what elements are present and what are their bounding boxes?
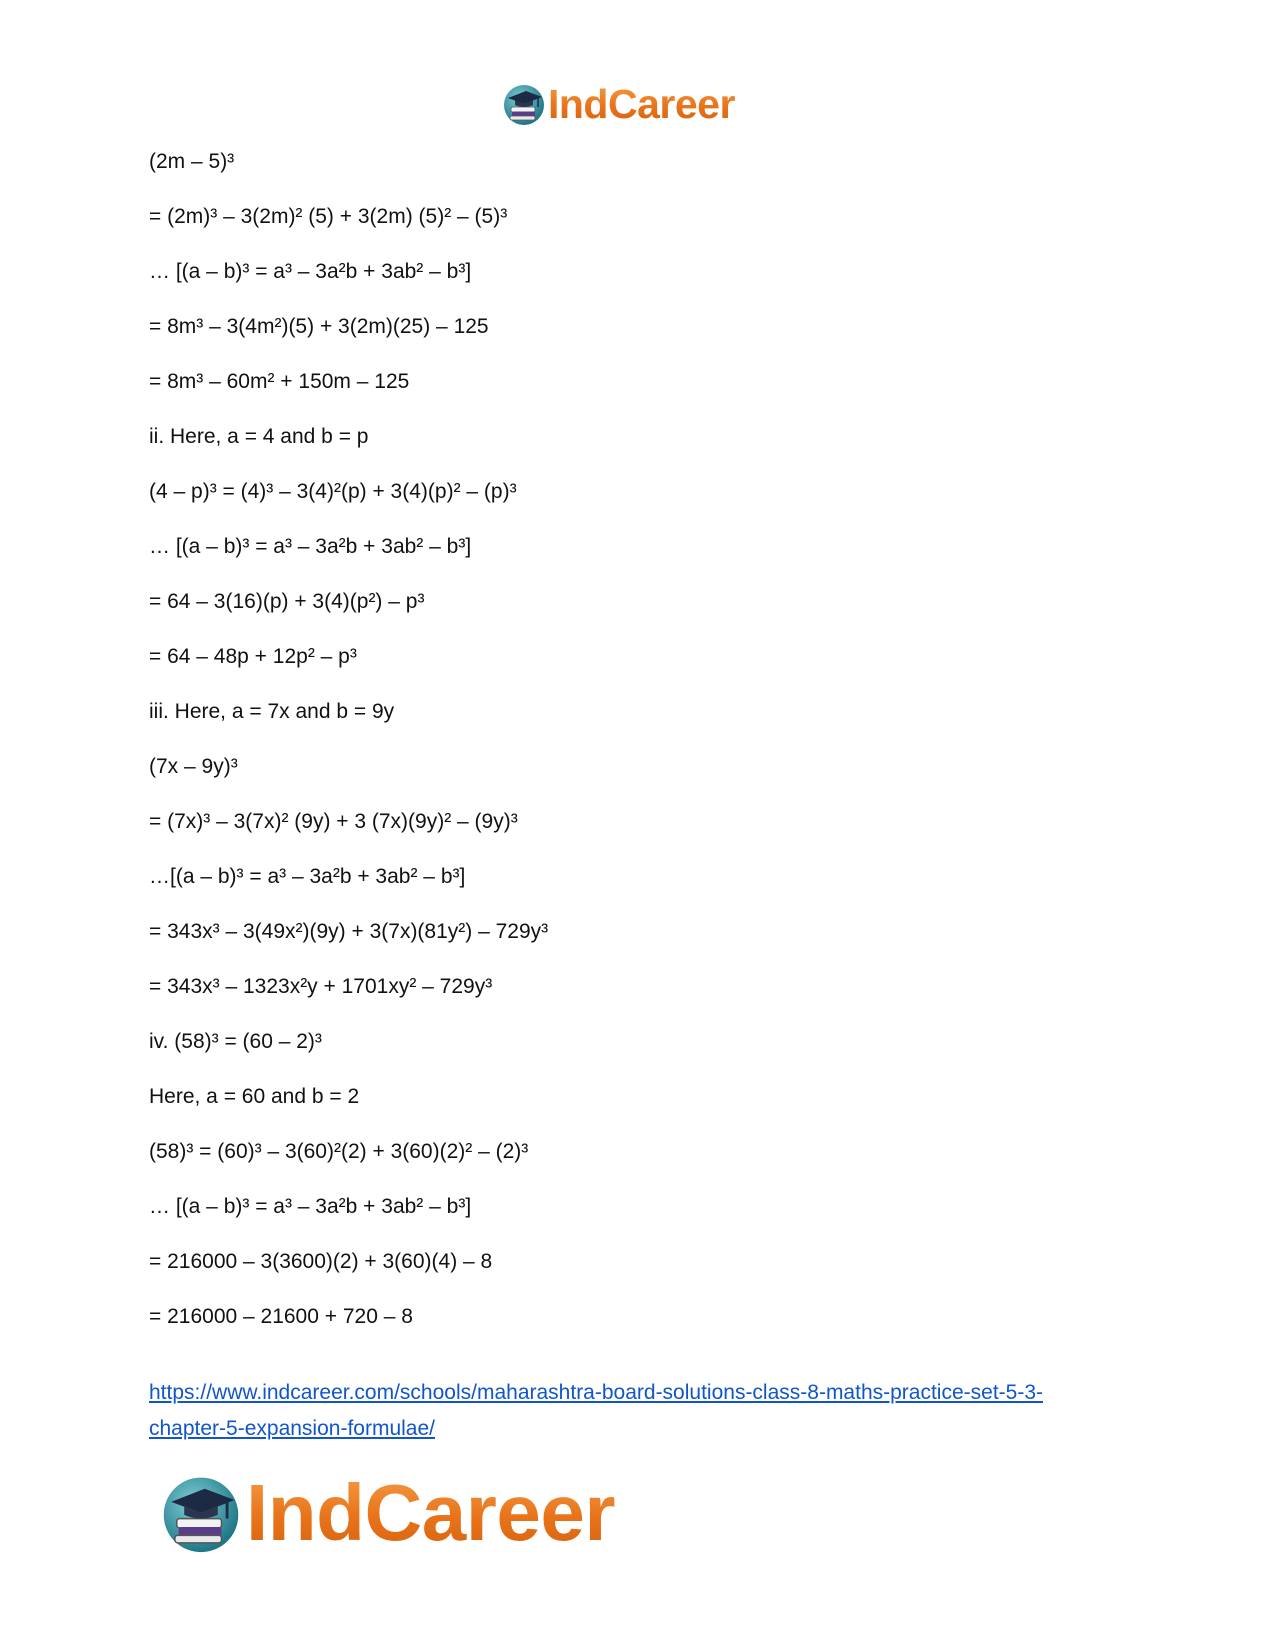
solution-line: = 64 – 48p + 12p² – p³ (149, 645, 357, 668)
brand-wordmark (246, 1467, 615, 1559)
solution-steps (149, 148, 1149, 1358)
source-url-line-1: https://www.indcareer.com/schools/maharashtra-board-solutions-class-8-maths-practice-set-5-3- (149, 1381, 1043, 1404)
brand-name: IndCareer (548, 80, 735, 127)
solution-line: = (7x)³ – 3(7x)² (9y) + 3 (7x)(9y)² – (9y)³ (149, 810, 518, 833)
solution-line: = 216000 – 21600 + 720 – 8 (149, 1305, 413, 1328)
footer-logo (160, 1468, 615, 1558)
graduation-cap-on-books-globe-icon (502, 82, 546, 126)
solution-line: = 216000 – 3(3600)(2) + 3(60)(4) – 8 (149, 1250, 493, 1273)
solution-line: = 64 – 3(16)(p) + 3(4)(p²) – p³ (149, 590, 425, 613)
source-url-link[interactable] (149, 1375, 1149, 1447)
solution-line: iii. Here, a = 7x and b = 9y (149, 700, 395, 723)
solution-line: …[(a – b)³ = a³ – 3a²b + 3ab² – b³] (149, 865, 466, 888)
brand-wordmark (548, 81, 735, 128)
solution-line: (7x – 9y)³ (149, 755, 238, 778)
solution-line: … [(a – b)³ = a³ – 3a²b + 3ab² – b³] (149, 1195, 472, 1218)
solution-line: Here, a = 60 and b = 2 (149, 1085, 360, 1108)
solution-line: (4 – p)³ = (4)³ – 3(4)²(p) + 3(4)(p)² – (p)³ (149, 480, 517, 503)
solution-line: … [(a – b)³ = a³ – 3a²b + 3ab² – b³] (149, 260, 472, 283)
solution-line: = 343x³ – 1323x²y + 1701xy² – 729y³ (149, 975, 493, 998)
solution-line: ii. Here, a = 4 and b = p (149, 425, 369, 448)
solution-line: … [(a – b)³ = a³ – 3a²b + 3ab² – b³] (149, 535, 472, 558)
solution-line: (58)³ = (60)³ – 3(60)²(2) + 3(60)(2)² – (2)³ (149, 1140, 529, 1163)
graduation-cap-on-books-globe-icon (160, 1472, 242, 1554)
header-logo (502, 80, 735, 128)
solution-line: = (2m)³ – 3(2m)² (5) + 3(2m) (5)² – (5)³ (149, 205, 508, 228)
solution-line: iv. (58)³ = (60 – 2)³ (149, 1030, 322, 1053)
solution-line: = 8m³ – 60m² + 150m – 125 (149, 370, 410, 393)
solution-line: = 8m³ – 3(4m²)(5) + 3(2m)(25) – 125 (149, 315, 489, 338)
source-url-line-2: chapter-5-expansion-formulae/ (149, 1417, 435, 1440)
solution-line: (2m – 5)³ (149, 150, 235, 173)
solution-line: = 343x³ – 3(49x²)(9y) + 3(7x)(81y²) – 729y³ (149, 920, 549, 943)
brand-name: IndCareer (246, 1468, 615, 1557)
